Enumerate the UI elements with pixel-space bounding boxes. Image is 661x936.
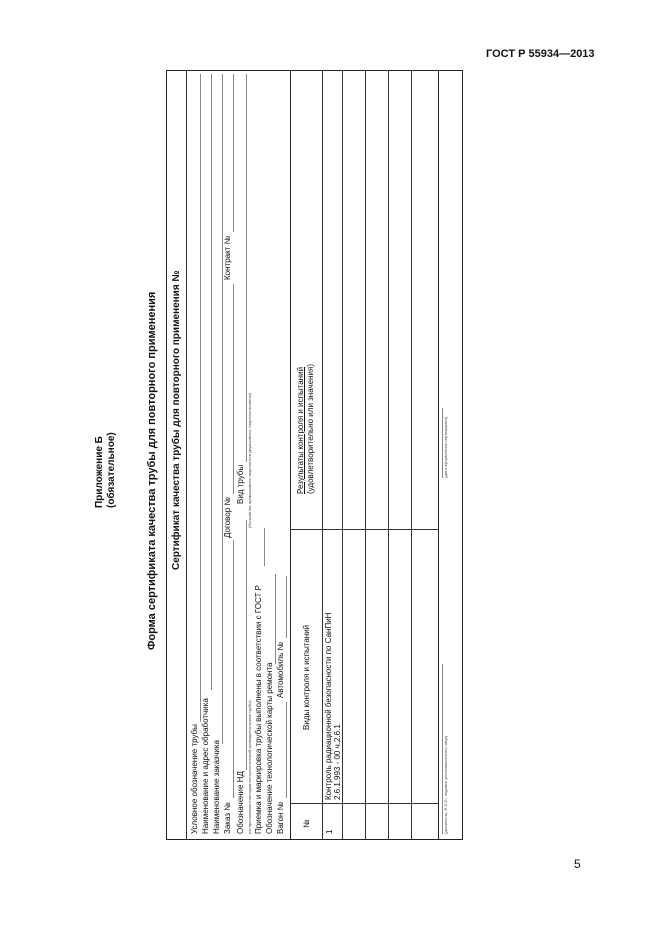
nd-note: (по приложению к методам контроля которой проводился прием трубы)	[247, 700, 252, 834]
contract-line	[233, 74, 234, 232]
signature-date-caption: (дата оформления сертификата)	[443, 416, 448, 478]
row-1-type-cont: 2.6.1.993 - 00 ч.2.6.1	[333, 724, 342, 800]
car-label: Автомобиль №	[276, 641, 285, 698]
page-number: 5	[574, 857, 581, 871]
signature-line	[442, 664, 443, 834]
standard-designation: ГОСТ Р 55934—2013	[486, 48, 595, 60]
row-1-num: 1	[325, 829, 334, 834]
customer-label: Наименование заказчика	[212, 740, 221, 834]
row-1-type: Контроль радиационной безопасности по СанПиН	[324, 612, 333, 800]
table-header-divider	[322, 70, 323, 840]
rotated-certificate-form	[94, 70, 463, 840]
appendix-title: Приложение Б	[94, 436, 105, 508]
agreement-label: Договор №	[223, 496, 232, 538]
processor-line	[211, 74, 212, 690]
form-title: Форма сертификата качества трубы для повторного применения	[146, 291, 158, 650]
acceptance-line	[264, 528, 265, 566]
table-row-divider-2	[365, 70, 366, 840]
title-divider	[186, 70, 187, 840]
col-header-results-note: (удовлетворительно или значения)	[306, 364, 315, 494]
tech-card-label: Обозначение технологической карты ремонта	[265, 662, 274, 834]
signature-person-caption: (должность, Ф.И.О., подпись уполномоченного лица)	[443, 735, 448, 834]
wagon-line	[286, 702, 287, 798]
table-row-divider-4	[411, 70, 412, 840]
table-row-divider-1	[342, 70, 343, 840]
col-header-type: Виды контроля и испытаний	[302, 624, 311, 730]
order-label: Заказ №	[223, 802, 232, 834]
processor-label: Наименование и адрес обработчика	[201, 698, 210, 834]
customer-line	[222, 74, 223, 744]
acceptance-label: Приемка и маркировка трубы выполнены в соответствии с ГОСТ Р	[254, 585, 263, 834]
date-line	[442, 408, 443, 478]
col-header-num: №	[302, 819, 311, 828]
contract-label: Контракт №	[223, 235, 232, 280]
wagon-label: Вагон №	[276, 801, 285, 834]
pipe-designation-label: Условное обозначение трубы	[190, 724, 199, 834]
agreement-line	[233, 284, 234, 494]
order-line	[233, 540, 234, 798]
appendix-status: (обязательное)	[106, 432, 117, 508]
certificate-title: Сертификат качества трубы для повторного применения №	[171, 270, 182, 570]
col-header-results: Результаты контроля и испытаний	[296, 366, 305, 494]
pipe-type-label: Вид трубы	[236, 464, 245, 504]
designation-line	[200, 74, 201, 722]
nd-label: Обозначение НД	[236, 771, 245, 834]
pipe-type-note: (бесшовная, прямошовная сварная или двухшовная, спиральношовная)	[247, 392, 252, 528]
car-line	[286, 576, 287, 638]
table-row-divider-3	[388, 70, 389, 840]
